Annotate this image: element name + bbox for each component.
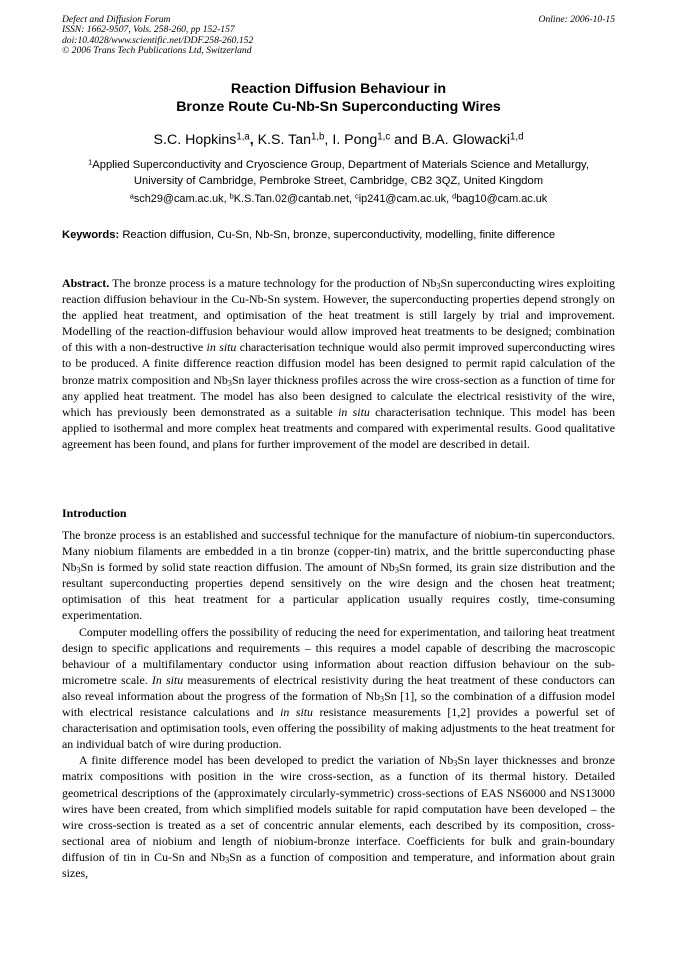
email-mark: d <box>452 191 457 201</box>
abstract <box>62 275 615 452</box>
subscript: 3 <box>380 694 385 704</box>
abstract-text: Sn layer thickness profiles across the wire cross-section as a function of time for any applied heat treatment. The model has also been designed to calculate the electrical resistivity of the wire, which has previously been demonstrated as a suitable <box>62 372 615 419</box>
paper-title-line-2: Bronze Route Cu-Nb-Sn Superconducting Wires <box>176 99 501 115</box>
author-affiliation-mark: 1,a <box>236 131 250 143</box>
author-affiliation-mark: 1,d <box>510 131 524 143</box>
email-link[interactable]: bag10@cam.ac.uk <box>456 193 548 205</box>
affiliation <box>62 157 615 189</box>
author-affiliation-mark: 1,b <box>311 131 325 143</box>
paragraph <box>62 624 615 753</box>
journal-issn: ISSN: 1662-9507, Vols. 258-260, pp 152-157 <box>62 24 235 36</box>
abstract-label: Abstract. <box>62 276 110 290</box>
paragraph-text: Sn is formed by solid state reaction diffusion. The amount of Nb <box>80 560 395 575</box>
keywords <box>62 229 615 243</box>
journal-name: Defect and Diffusion Forum <box>62 14 171 25</box>
abstract-text: characterisation technique. This model has been applied to isothermal and more complex heat treatments and compared with experimental results. Good qualitative agreement has been found, and plans for further improvement of the model are described in detail. <box>62 404 616 451</box>
abstract-text: characterisation technique would also permit improved superconducting wires to be produced. A finite difference reaction diffusion model has been designed to permit rapid calculation of the bronze matrix composition and Nb <box>62 340 615 387</box>
italic-term: in situ <box>206 340 237 355</box>
journal-doi: doi:10.4028/www.scientific.net/DDF.258-260.152 <box>62 34 254 46</box>
keywords-label: Keywords: <box>62 229 120 241</box>
italic-term: In situ <box>151 672 184 687</box>
author-list <box>62 131 615 149</box>
paper-title <box>62 80 615 116</box>
author-separator: , <box>324 132 333 148</box>
subscript: 3 <box>453 758 458 768</box>
introduction-body <box>62 527 615 881</box>
author-separator: and <box>390 132 422 148</box>
keywords-text: Reaction diffusion, Cu-Sn, Nb-Sn, bronze, superconductivity, modelling, finite difference <box>122 229 556 241</box>
subscript: 3 <box>394 565 399 575</box>
email-mark: c <box>355 191 359 201</box>
paragraph <box>62 752 615 881</box>
paragraph-text: measurements of electrical resistivity during the heat treatment of these conductors can also reveal information about the progress of the formation of Nb <box>62 672 615 703</box>
paragraph-text: Sn [1], so the combination of a diffusion model with electrical resistance calculations and <box>62 688 615 720</box>
author-name: K.S. Tan <box>257 132 312 148</box>
journal-header <box>62 15 615 57</box>
abstract-text: The bronze process is a mature technology for the production of Nb <box>112 276 437 290</box>
email-mark: b <box>229 191 234 201</box>
email-mark: a <box>129 191 134 201</box>
affiliation-mark: 1 <box>88 157 93 167</box>
author-name: S.C. Hopkins <box>153 132 237 148</box>
affiliation-text: Applied Superconductivity and Cryoscience Group, Department of Materials Science and Metallurgy, University of Cambridge, Pembroke Street, Cambridge, CB2 3QZ, United Kingdom <box>92 159 589 187</box>
paragraph-text: A finite difference model has been developed to predict the variation of Nb <box>79 753 454 768</box>
email-link[interactable]: K.S.Tan.02@cantab.net <box>233 193 349 205</box>
email-link[interactable]: ip241@cam.ac.uk <box>358 193 447 205</box>
paragraph-text: Sn formed, its grain size distribution and the resultant superconducting properties depend sensitively on the wire design and the chosen heat treatment; optimisation of this heat treatment for a particular application usually requires costly, time-consuming experimentation. <box>62 560 615 623</box>
paragraph-text: Sn as a function of composition and temperature, and information about grain sizes, <box>62 849 615 880</box>
email-link[interactable]: sch29@cam.ac.uk <box>133 193 224 205</box>
paragraph-text: resistance measurements [1,2] provides a powerful set of characterisation and optimisation tools, even offering the possibility of making adjustments to the heat treatment for an individual batch of wire during production. <box>62 705 615 752</box>
author-emails: $^a$sch29@cam.ac.uk, $^b$K.S.Tan.02@cantab.net, $^c$ip241@cam.ac.uk, $^d$bag10@cam.ac.uk <box>129 191 548 205</box>
paper-title-line-1: Reaction Diffusion Behaviour in <box>230 81 447 97</box>
paragraph-text: The bronze process is an established and successful technique for the manufacture of niobium-tin superconductors. Many niobium filaments are embedded in a tin bronze (copper-tin) matrix, and the brittle superconducting phase Nb <box>62 528 615 575</box>
paragraph <box>62 527 615 624</box>
paragraph-text: Sn layer thicknesses and bronze matrix compositions with position in the wire cross-section, as a function of its thermal history. Detailed geometrical descriptions of the (approximately circularly-symmetric) cross-sections of EAS NS6000 and NS13000 wires have been created, from which simplified models suitable for rapid computation have been developed – the wire cross-section is treated as a set of concentric annular elements, each described by its composition, cross-sectional area of niobium and length of niobium-bronze interface. Coefficients for bulk and grain-boundary diffusion of tin in Cu-Sn and Nb <box>62 753 615 864</box>
journal-copyright: © 2006 Trans Tech Publications Ltd, Switzerland <box>62 45 252 57</box>
subscript: 3 <box>227 378 232 388</box>
author-name: I. Pong <box>332 132 378 148</box>
subscript: 3 <box>76 565 81 575</box>
paragraph-text: Computer modelling offers the possibility of reducing the need for experimentation, and tailoring heat treatment design to specific applications and requirements – this requires a model capable of describing the macroscopic behaviour of a multifilamentary conductor using information about reaction diffusion behaviour on the sub-micrometre scale. <box>62 624 615 687</box>
abstract-text: Sn superconducting wires exploiting reaction diffusion behaviour in the Cu-Nb-Sn system. However, the superconducting properties depend strongly on the applied heat treatment, and optimisation of the heat treatment is still largely by trial and improvement. Modelling of the reaction-diffusion behaviour would allow improved heat treatments to be designed; combination of this with a non-destructive <box>62 276 615 355</box>
italic-term: in situ <box>338 404 370 419</box>
subscript: 3 <box>225 855 230 865</box>
online-date: Online: 2006-10-15 <box>538 14 615 25</box>
section-heading-introduction: Introduction <box>62 506 127 520</box>
italic-term: in situ <box>280 705 313 720</box>
author-affiliation-mark: 1,c <box>377 131 391 143</box>
author-separator: , <box>249 132 258 148</box>
author-name: B.A. Glowacki <box>421 132 511 148</box>
subscript: 3 <box>436 281 441 291</box>
